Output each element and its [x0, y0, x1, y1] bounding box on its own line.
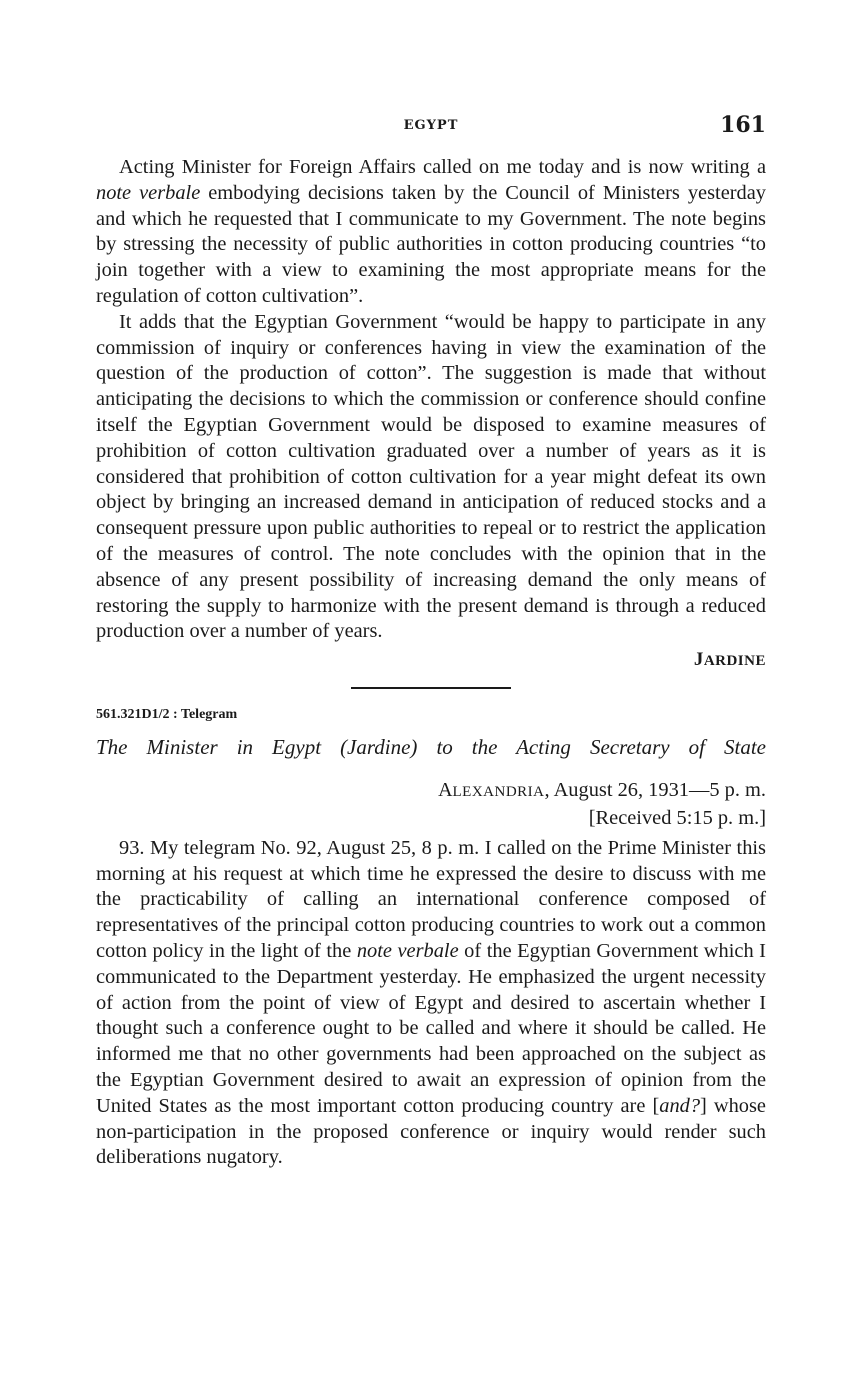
page-number: 161: [720, 112, 766, 138]
telegram-paragraph: [96, 836, 766, 1171]
section-divider: [351, 687, 511, 689]
place-rest: LEXANDRIA: [452, 784, 545, 801]
signature-initial: J: [693, 649, 704, 671]
running-head: [96, 112, 766, 142]
date-text: , August 26, 1931—5 p. m.: [544, 779, 766, 802]
telegram-text-a: 93. My telegram No. 92, August 25, 8 p. m. I called on the Prime Minister this morning at his request at which time he expressed the desire to discuss with me the practicability of calling an international conference composed of representatives of the principal cotton producing countries to work out a common cotton policy in the light of the: [96, 836, 766, 962]
signature-rest: ARDINE: [703, 653, 766, 670]
telegram-text-b: of the Egyptian Government which I communicated to the Department yesterday. He emphasized the urgent necessity of action from the point of view of Egypt and desired to ascertain whether I thought such a conference ought to be called and where it should be called. He informed me that no other governments had been approached on the subject as the Egyptian Government desired to await an expression of opinion from the United States as the most important cotton producing country are [: [96, 939, 766, 1117]
document-page: [96, 112, 766, 1171]
letter1-paragraph-2: It adds that the Egyptian Government “would be happy to participate in any commission of inquiry or conferences having in view the examination of the question of the production of cotton”. The suggestion is made that without anticipating the decisions to which the commission or conference should confine itself the Egyptian Government would be disposed to examine measures of prohibition of cotton cultivation graduated over a number of years as it is considered that prohibition of cotton cultivation for a year might defeat its own object by bringing an increased demand in anticipation of reduced stocks and a consequent pressure upon public authorities to repeal or to restrict the application of the measures of control. The note concludes with the opinion that in the absence of any present possibility of increasing demand the only means of restoring the supply to harmonize with the present demand is through a reduced production over a number of years.: [96, 310, 766, 643]
telegram-bracket-italic: and?: [659, 1094, 701, 1117]
dateline: [96, 778, 766, 806]
telegram-italic: note verbale: [356, 939, 459, 962]
signature: [96, 649, 766, 671]
letter1-para1-italic: note verbale: [96, 181, 201, 204]
letter1-para1-text-a: Acting Minister for Foreign Affairs called on me today and is now writing a: [119, 156, 766, 178]
telegram-text-c: ] whose non-participation in the proposed conference or inquiry would render such deliberations nugatory.: [96, 1094, 766, 1169]
running-title: EGYPT: [403, 118, 459, 133]
telegram-heading: The Minister in Egypt (Jardine) to the Acting Secretary of State: [96, 735, 766, 760]
letter1-para1-text-b: embodying decisions taken by the Council of Ministers yesterday and which he requested that I communicate to my Government. The note begins by stressing the necessity of public authorities in cotton producing countries “to join together with a view to examining the most appropriate means for the regulation of cotton cultivation”.: [96, 181, 766, 307]
document-reference: 561.321D1/2 : Telegram: [96, 707, 238, 723]
letter1-paragraph-1: [96, 155, 766, 310]
place-initial: A: [438, 779, 453, 802]
received-note: [Received 5:15 p. m.]: [588, 806, 766, 829]
